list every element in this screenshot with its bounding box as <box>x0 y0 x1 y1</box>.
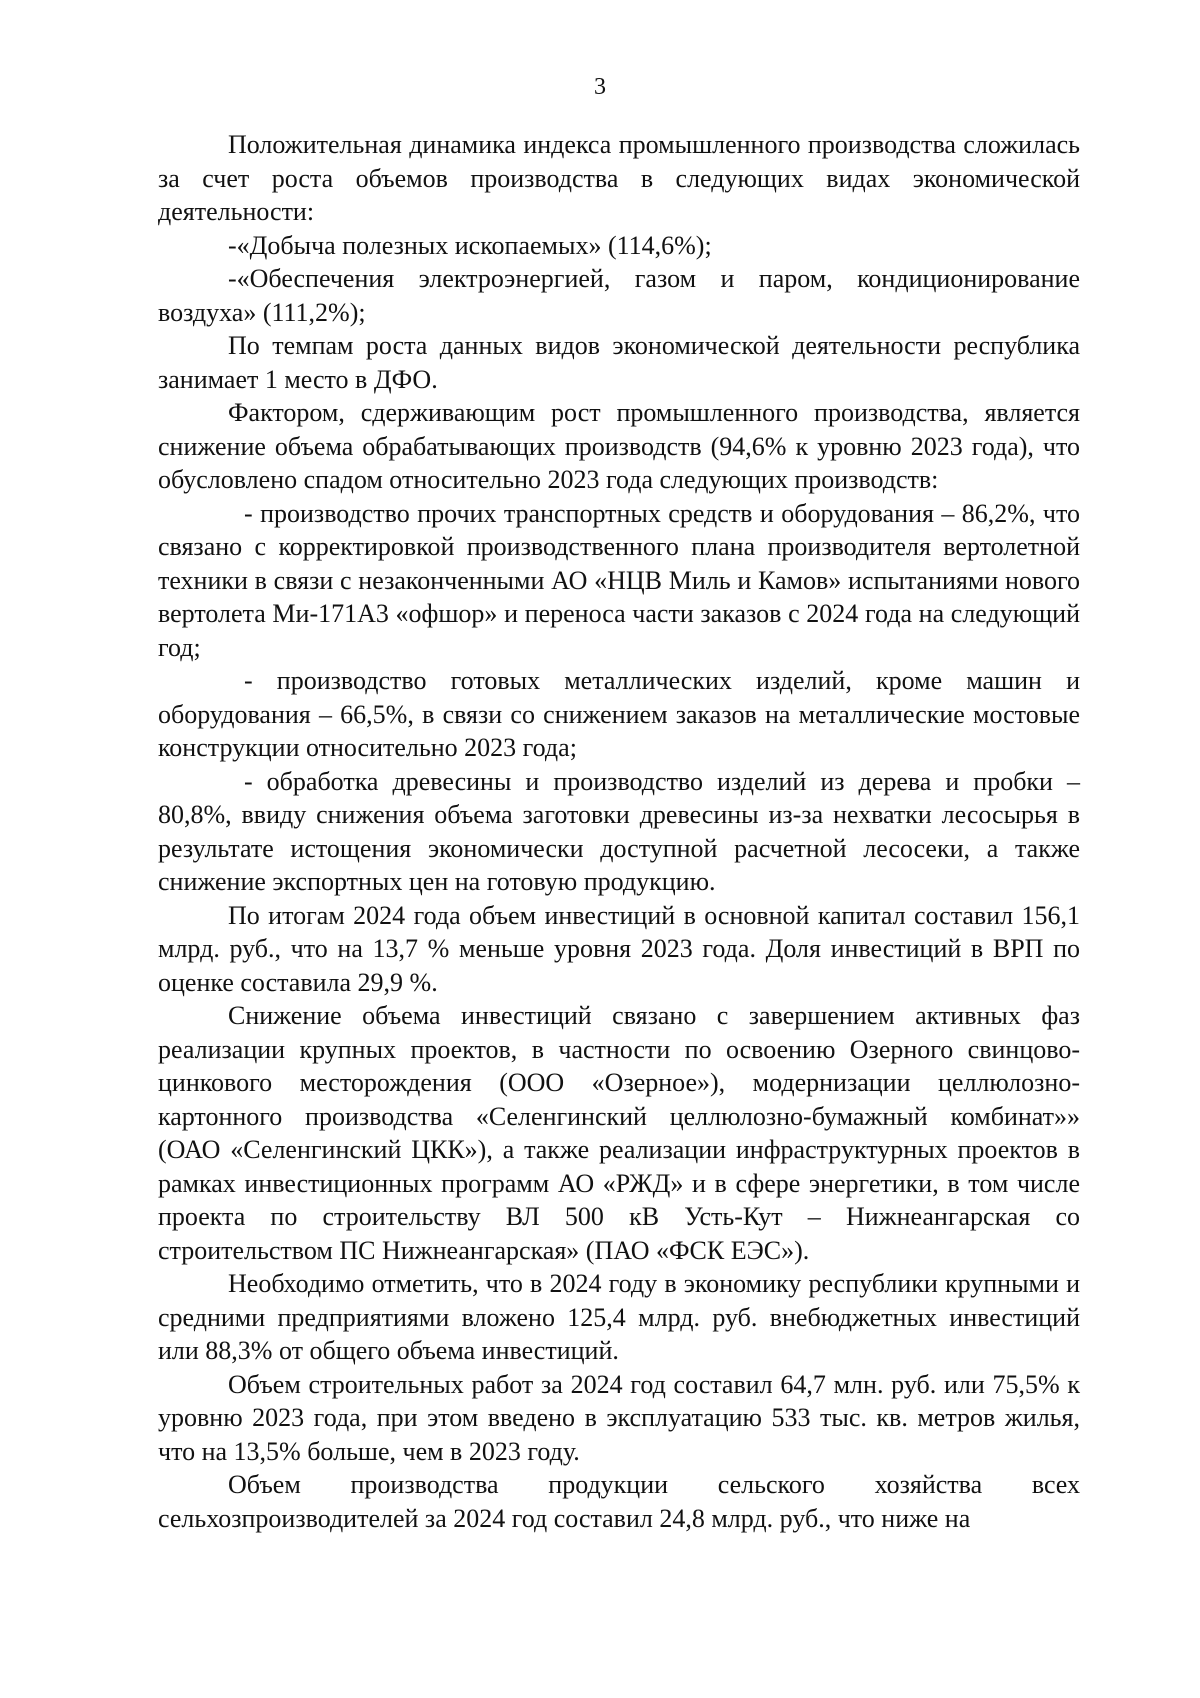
paragraph-wood-processing-item: - обработка древесины и производство изделий из дерева и пробки – 80,8%, ввиду снижения объема заготовки древесины из-за нехватки лесосырья в результате истощения экономически доступной расчетной лесосеки, а также снижение экспортных цен на готовую продукцию. <box>158 766 1080 896</box>
paragraph-dfo-rank: По темпам роста данных видов экономической деятельности республика занимает 1 место в ДФО. <box>158 331 1080 394</box>
paragraph-mining-item: -«Добыча полезных ископаемых» (114,6%); <box>228 230 712 260</box>
page-number: 3 <box>594 74 606 100</box>
paragraph-investment-decline: Снижение объема инвестиций связано с завершением активных фаз реализации крупных проектов, в частности по освоению Озерного свинцово-цинкового месторождения (ООО «Озерное»), модернизации целлюлозно-картонного производства «Селенгинский целлюлозно-бумажный комбинат»» (ОАО «Селенгинский ЦКК»), а также реализации инфраструктурных проектов в рамках инвестиционных программ АО «РЖД» и в сфере энергетики, в том числе проекта по строительству ВЛ 500 кВ Усть-Кут – Нижнеангарская со строительством ПС Нижнеангарская» (ПАО «ФСК ЕЭС»). <box>158 1001 1080 1265</box>
paragraph-extrabudgetary-investment: Необходимо отметить, что в 2024 году в экономику республики крупными и средними предприятиями вложено 125,4 млрд. руб. внебюджетных инвестиций или 88,3% от общего объема инвестиций. <box>158 1269 1080 1365</box>
document-body <box>158 128 1080 1535</box>
paragraph-industrial-dynamics: Положительная динамика индекса промышленного производства сложилась за счет роста объемов производства в следующих видах экономической деятельности: <box>158 130 1080 226</box>
paragraph-energy-item: -«Обеспечения электроэнергией, газом и паром, кондиционирование воздуха» (111,2%); <box>158 264 1080 327</box>
paragraph-agriculture-volume: Объем производства продукции сельского хозяйства всех сельхозпроизводителей за 2024 год составил 24,8 млрд. руб., что ниже на <box>158 1470 1080 1533</box>
paragraph-construction-volume: Объем строительных работ за 2024 год составил 64,7 млн. руб. или 75,5% к уровню 2023 года, при этом введено в эксплуатацию 533 тыс. кв. метров жилья, что на 13,5% больше, чем в 2023 году. <box>158 1369 1080 1466</box>
paragraph-transport-item: - производство прочих транспортных средств и оборудования – 86,2%, что связано с корректировкой производственного плана производителя вертолетной техники в связи с незаконченными АО «НЦВ Миль и Камов» испытаниями нового вертолета Ми-171А3 «офшор» и переноса части заказов с 2024 года на следующий год; <box>158 498 1080 662</box>
paragraph-metal-products-item: - производство готовых металлических изделий, кроме машин и оборудования – 66,5%, в связи со снижением заказов на металлические мостовые конструкции относительно 2023 года; <box>158 666 1080 762</box>
paragraph-restraining-factor: Фактором, сдерживающим рост промышленного производства, является снижение объема обрабатывающих производств (94,6% к уровню 2023 года), что обусловлено спадом относительно 2023 года следующих производств: <box>158 398 1080 494</box>
paragraph-investment-volume: По итогам 2024 года объем инвестиций в основной капитал составил 156,1 млрд. руб., что на 13,7 % меньше уровня 2023 года. Доля инвестиций в ВРП по оценке составила 29,9 %. <box>158 900 1080 997</box>
